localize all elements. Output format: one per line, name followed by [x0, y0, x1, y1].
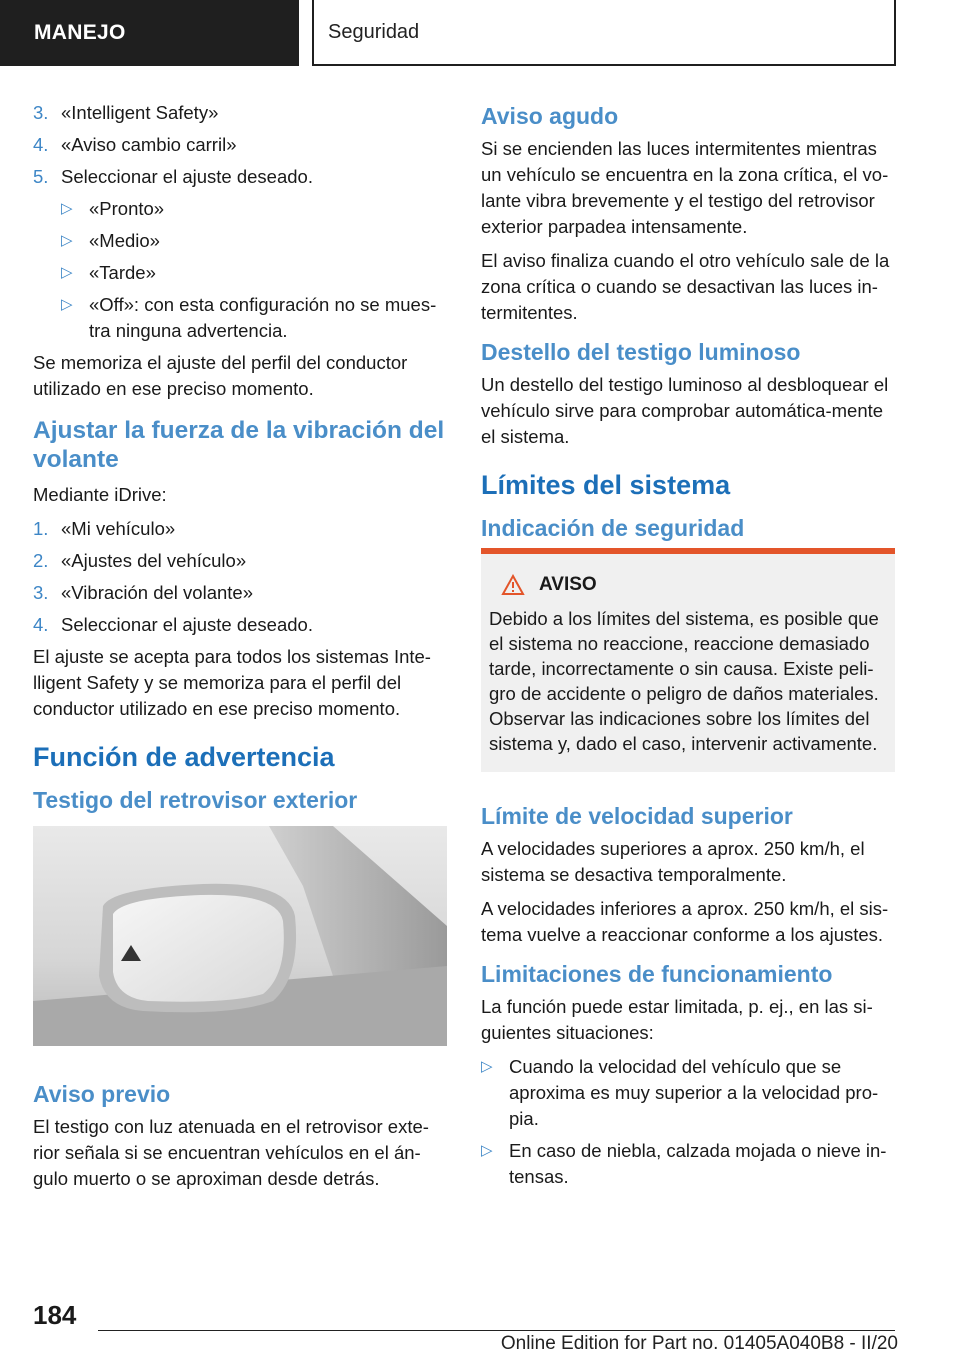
- footer-divider: [98, 1330, 895, 1331]
- step-number: 3.: [33, 102, 49, 123]
- right-column: [481, 100, 895, 1196]
- list-item: [33, 164, 447, 190]
- heading-light-flash: Destello del testigo luminoso: [481, 339, 801, 365]
- mirror-illustration: [33, 826, 447, 1046]
- warning-text: Debido a los límites del sistema, es posible que el sistema no reaccione, reaccione demasiado tarde, incorrectamente o sin causa. Existe peli‐gro de accidente o peligro de daños materiales. Observar las indicaciones sobre los límites del sistema y, dado el caso, intervenir activamente.: [489, 608, 879, 754]
- situation-text: Cuando la velocidad del vehículo que se aproxima es muy superior a la velocidad pro‐pia.: [509, 1056, 879, 1129]
- options-list: [61, 196, 447, 344]
- option-text: «Off»: con esta configuración no se mues‐tra ninguna advertencia.: [89, 294, 437, 341]
- situation-text: En caso de niebla, calzada mojada o nieve in‐tensas.: [509, 1140, 887, 1187]
- heading-speed-limit: Límite de velocidad superior: [481, 803, 793, 829]
- step-text: «Ajustes del vehículo»: [61, 550, 247, 571]
- list-item: [33, 612, 447, 638]
- paragraph-acute-1: Si se encienden las luces intermitentes mientras un vehículo se encuentra en la zona crítica, el vo‐lante vibra brevemente y el testigo del retrovisor exterior parpadea intensamente.: [481, 138, 889, 237]
- side-mirror-image: [33, 826, 447, 1046]
- step-number: 1.: [33, 518, 49, 539]
- list-item: [61, 196, 447, 222]
- warning-box: [481, 548, 895, 772]
- step-text: «Intelligent Safety»: [61, 102, 219, 123]
- warning-title: AVISO: [539, 574, 597, 595]
- step-number: 4.: [33, 134, 49, 155]
- topic-label: Seguridad: [312, 0, 896, 66]
- paragraph-idrive: Mediante iDrive:: [33, 484, 167, 505]
- step-text: «Aviso cambio carril»: [61, 134, 237, 155]
- heading-mirror-indicator: Testigo del retrovisor exterior: [33, 787, 358, 813]
- paragraph-speed-2: A velocidades inferiores a aprox. 250 km/h, el sis‐tema vuelve a reaccionar conforme a los ajustes.: [481, 898, 889, 945]
- page-header: [0, 0, 960, 66]
- footer-edition: Online Edition for Part no. 01405A040B8 - II/20: [500, 1333, 898, 1354]
- steps-list-vibration: [33, 516, 447, 638]
- list-item: [481, 1138, 895, 1190]
- option-text: «Medio»: [89, 230, 160, 251]
- steps-list-intelligent-safety: [33, 100, 447, 190]
- list-item: [33, 100, 447, 126]
- paragraph-settings-accepted: El ajuste se acepta para todos los sistemas Inte‐lligent Safety y se memoriza para el perfil del conductor utilizado en ese preciso momento.: [33, 646, 431, 719]
- paragraph-speed-1: A velocidades superiores a aprox. 250 km/h, el sistema se desactiva temporalmente.: [481, 838, 865, 885]
- heading-vibration: Ajustar la fuerza de la vibración del volante: [33, 417, 445, 473]
- heading-acute-warning: Aviso agudo: [481, 103, 619, 129]
- triangle-right-icon: ▷: [481, 1142, 493, 1159]
- step-text: Seleccionar el ajuste deseado.: [61, 614, 313, 635]
- heading-safety-note: Indicación de seguridad: [481, 515, 745, 541]
- section-label: MANEJO: [0, 0, 299, 66]
- paragraph-profile: Se memoriza el ajuste del perfil del conductor utilizado en ese preciso momento.: [33, 352, 408, 399]
- list-item: [33, 548, 447, 574]
- paragraph-acute-2: El aviso finaliza cuando el otro vehículo sale de la zona crítica o cuando se desactivan las luces in‐termitentes.: [481, 250, 890, 323]
- triangle-right-icon: ▷: [61, 264, 73, 281]
- situations-list: [481, 1054, 895, 1190]
- triangle-right-icon: ▷: [61, 232, 73, 249]
- paragraph-preview-warning: El testigo con luz atenuada en el retrovisor exte‐rior señala si se encuentran vehículos en el án‐gulo muerto o se aproximan desde detrás.: [33, 1116, 429, 1189]
- paragraph-light-flash: Un destello del testigo luminoso al desbloquear el vehículo sirve para comprobar automática‐mente el sistema.: [481, 374, 889, 447]
- step-text: «Vibración del volante»: [61, 582, 253, 603]
- triangle-right-icon: ▷: [481, 1058, 493, 1075]
- step-text: Seleccionar el ajuste deseado.: [61, 166, 313, 187]
- left-column: [33, 100, 447, 1200]
- list-item: [33, 516, 447, 542]
- list-item: [61, 228, 447, 254]
- paragraph-function-limitations: La función puede estar limitada, p. ej., en las si‐guientes situaciones:: [481, 996, 873, 1043]
- option-text: «Tarde»: [89, 262, 156, 283]
- step-number: 5.: [33, 166, 49, 187]
- triangle-right-icon: ▷: [61, 200, 73, 217]
- heading-function-limitations: Limitaciones de funcionamiento: [481, 961, 833, 987]
- list-item: [61, 292, 447, 344]
- warning-header: [501, 574, 887, 596]
- option-text: «Pronto»: [89, 198, 165, 219]
- page-number: 184: [33, 1300, 77, 1330]
- step-text: «Mi vehículo»: [61, 518, 176, 539]
- list-item: [61, 260, 447, 286]
- triangle-right-icon: ▷: [61, 296, 73, 313]
- step-number: 2.: [33, 550, 49, 571]
- list-item: [481, 1054, 895, 1132]
- list-item: [33, 132, 447, 158]
- step-number: 4.: [33, 614, 49, 635]
- warning-triangle-icon: [501, 574, 525, 596]
- list-item: [33, 580, 447, 606]
- heading-system-limits: Límites del sistema: [481, 470, 731, 500]
- step-number: 3.: [33, 582, 49, 603]
- heading-warning-function: Función de advertencia: [33, 742, 335, 772]
- heading-preview-warning: Aviso previo: [33, 1081, 171, 1107]
